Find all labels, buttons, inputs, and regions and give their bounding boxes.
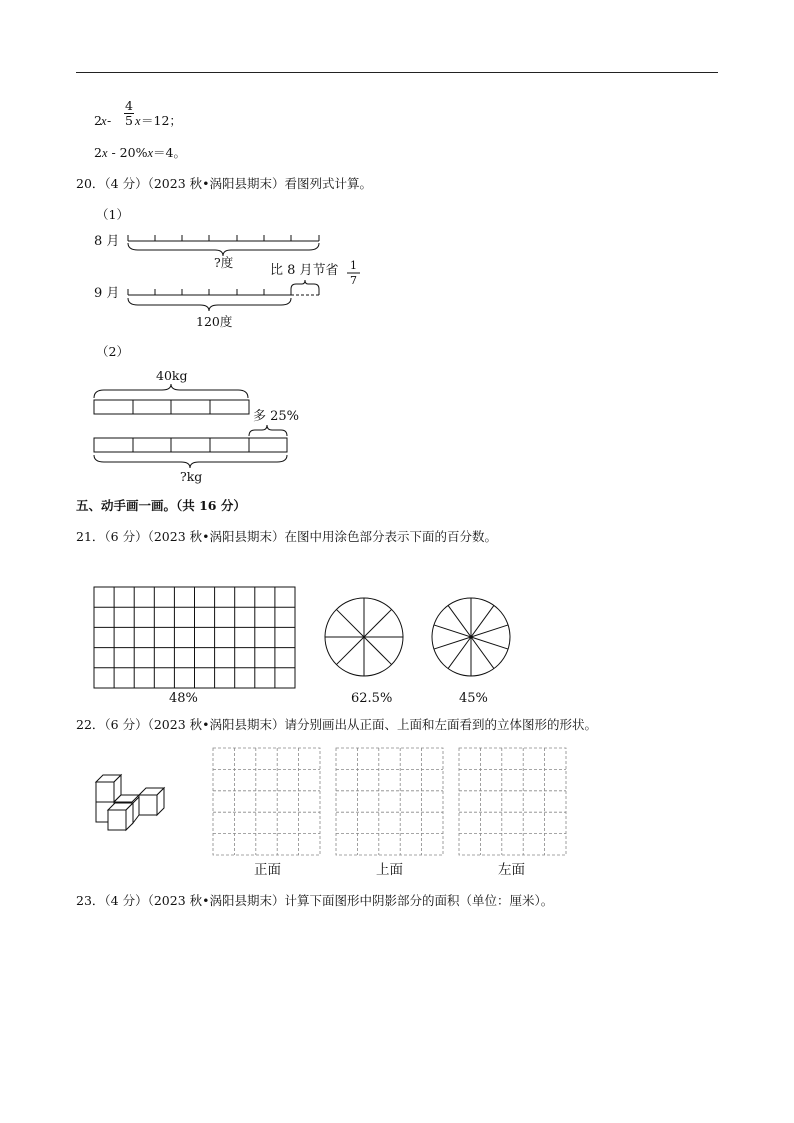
circle-radius (434, 637, 471, 649)
q21-circle2-label: 45% (459, 691, 488, 706)
circle-radius (364, 637, 392, 665)
circle-radius (448, 637, 471, 669)
q20-note-prefix: 比 8 月节省 (270, 263, 339, 278)
q22-left-view-grid[interactable] (459, 748, 566, 855)
circle-radius (448, 605, 471, 637)
q23-stem: 23．（4 分）（2023 秋•涡阳县期末）计算下面图形中阴影部分的面积（单位：厘米）。 (76, 893, 554, 908)
eq1-frac-num: 4 (125, 98, 133, 113)
eq2-var2: x (147, 146, 154, 160)
q20-part2-label: （2） (96, 344, 129, 359)
q22-label-left: 左面 (498, 862, 525, 878)
q22-label-front: 正面 (254, 862, 281, 878)
eq1-var2: x (135, 114, 141, 128)
q20-row1-label: 8 月 (94, 234, 120, 249)
eq2-rhs: ＝4。 (153, 145, 186, 160)
q20-extra-brace (249, 425, 287, 436)
equation-2 (94, 145, 186, 161)
q21-stem: 21．（6 分）（2023 秋•涡阳县期末）在图中用涂色部分表示下面的百分数。 (76, 529, 497, 544)
q20-top-bar (94, 400, 249, 414)
q20-row2-brace (128, 298, 291, 311)
q20-top-brace-label: 40kg (156, 368, 188, 383)
q21-circle1-label: 62.5% (351, 691, 393, 706)
circle-radius (364, 609, 392, 637)
q20-bottom-brace-label: ?kg (180, 469, 203, 484)
q22-stem: 22．（6 分）（2023 秋•涡阳县期末）请分别画出从正面、上面和左面看到的立体图形的形状。 (76, 717, 597, 732)
eq1-frac-den: 5 (125, 113, 133, 128)
q21-diagram (88, 580, 528, 710)
q21-grid-label: 48% (169, 691, 198, 706)
q20-row2-brace-label: 120度 (196, 314, 233, 329)
q22-label-top: 上面 (376, 862, 403, 878)
q20-top-brace (94, 384, 248, 398)
section-5-title: 五、动手画一画。（共 16 分） (76, 498, 246, 513)
eq2-coef: 2 (94, 145, 102, 160)
q20-row1-line (128, 235, 319, 241)
q21-circle-eighths (325, 598, 403, 676)
circle-radius (471, 625, 508, 637)
q22-grids (210, 746, 570, 881)
header-rule (76, 72, 718, 73)
eq1-minus: - (107, 113, 112, 128)
dashed-grid-border (459, 748, 566, 855)
circle-radius (471, 605, 494, 637)
q20-bottom-brace (94, 455, 287, 468)
eq1-coef: 2 (94, 113, 102, 128)
q22-front-view-grid[interactable] (213, 748, 320, 855)
q20-note-num: 1 (350, 259, 357, 272)
circle-radius (336, 609, 364, 637)
circle-radius (336, 637, 364, 665)
circle-radius (434, 625, 471, 637)
eq1-var: x (101, 114, 107, 128)
q20-extra-label: 多 25% (253, 409, 300, 424)
q20-note-den: 7 (350, 274, 357, 287)
circle-radius (471, 637, 508, 649)
circle-radius (471, 637, 494, 669)
q21-circle-tenths (432, 598, 510, 676)
q22-cube-figure (88, 768, 188, 838)
eq1-fraction (124, 99, 134, 128)
eq2-var: x (101, 146, 108, 160)
eq2-minus: - 20% (107, 145, 148, 160)
q20-stem: 20．（4 分）（2023 秋•涡阳县期末）看图列式计算。 (76, 176, 372, 191)
q22-top-view-grid[interactable] (336, 748, 443, 855)
q20-row2-line (128, 289, 291, 295)
q20-part1-diagram (90, 225, 380, 335)
q20-part1-label: （1） (96, 207, 129, 222)
dashed-grid-border (213, 748, 320, 855)
q20-part2-diagram (88, 362, 318, 486)
eq1-rhs: ＝12； (141, 113, 182, 128)
q21-percent-grid (94, 587, 295, 688)
q20-row2-label: 9 月 (94, 286, 120, 301)
q20-bottom-bar (94, 438, 287, 452)
q20-row2-small-brace (291, 280, 319, 289)
q20-row1-brace-label: ?度 (214, 255, 234, 270)
dashed-grid-border (336, 748, 443, 855)
